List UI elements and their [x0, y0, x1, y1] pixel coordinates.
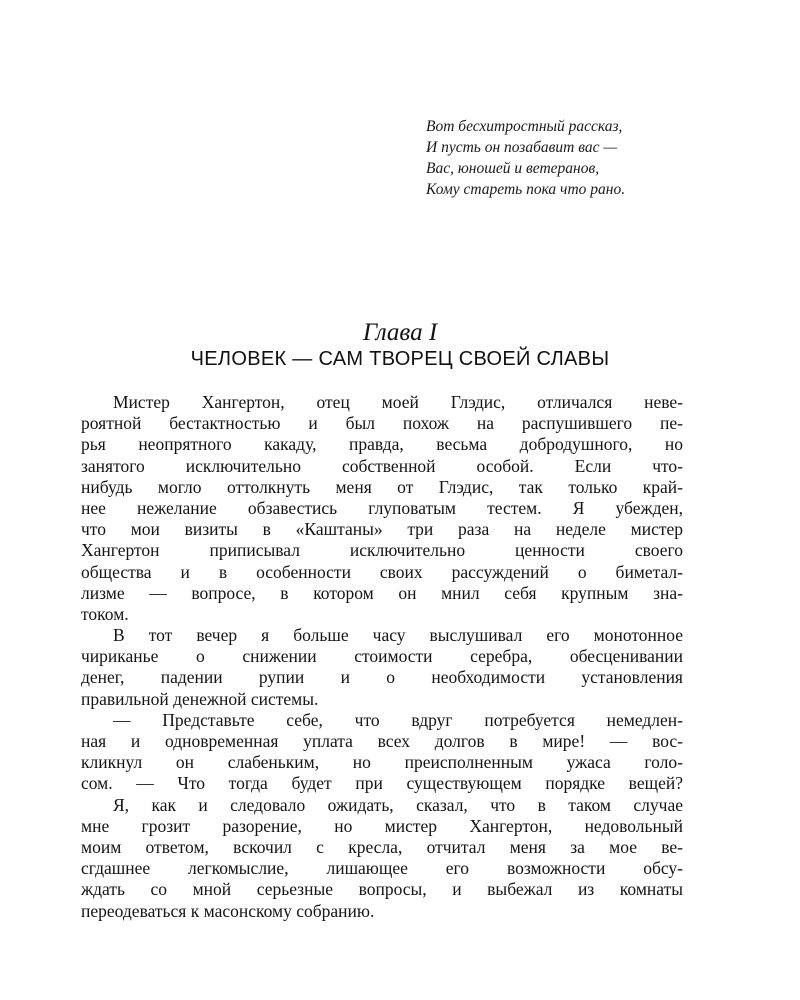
text-line: током.: [81, 603, 129, 624]
text-line: лизме — вопросе, в котором он мнил себя крупным зна-: [81, 582, 683, 603]
text-line: что мои визиты в «Каштаны» три раза на неделе мистер: [81, 519, 683, 540]
chapter-body: [81, 392, 683, 922]
text-line: нибудь могло оттолкнуть меня от Глэдис, так только край-: [81, 476, 683, 497]
text-line: сом. — Что тогда будет при существующем порядке вещей?: [81, 773, 683, 794]
text-line: кликнул он слабеньким, но преисполненным ужаса голо-: [81, 752, 683, 773]
text-line: Мистер Хангертон, отец моей Глэдис, отличался неве-: [113, 392, 683, 412]
paragraph: [81, 795, 683, 922]
text-line: роятной бестактностью и был похож на распушившего пе-: [81, 413, 683, 434]
epigraph-line: И пусть он позабавит вас —: [426, 139, 618, 156]
text-line: — Представьте себе, что вдруг потребуется немедлен-: [113, 709, 683, 730]
text-line: переодеваться к масонскому собранию.: [81, 900, 375, 921]
text-line: мне грозит разорение, но мистер Хангертон, недовольный: [81, 815, 683, 836]
text-line: правильной денежной системы.: [81, 688, 319, 709]
text-line: Хангертон приписывал исключительно ценности своего: [81, 540, 683, 561]
text-line: ная и одновременная уплата всех долгов в мире! — вос-: [81, 731, 683, 751]
epigraph: [426, 116, 756, 200]
text-line: нее нежелание обзавестись глуповатым тестем. Я убежден,: [81, 497, 683, 518]
paragraph: [81, 710, 683, 795]
chapter-title: ЧЕЛОВЕК — САМ ТВОРЕЦ СВОЕЙ СЛАВЫ: [190, 348, 610, 370]
paragraph: [81, 392, 683, 625]
paragraph: [81, 625, 683, 710]
text-line: сгдашнее легкомыслие, лишающее его возможности обсу-: [81, 858, 683, 879]
text-line: рья неопрятного какаду, правда, весьма добродушного, но: [81, 434, 683, 455]
chapter-number: Глава I: [362, 319, 438, 346]
epigraph-line: Вот бесхитростный рассказ,: [426, 118, 623, 135]
text-line: В тот вечер я больше часу выслушивал его монотонное: [113, 625, 683, 646]
epigraph-line: Кому стареть пока что рано.: [426, 181, 626, 198]
text-line: занятого исключительно собственной особой. Если что-: [81, 455, 683, 476]
text-line: Я, как и следовало ожидать, сказал, что в таком случае: [113, 794, 683, 815]
epigraph-line: Вас, юношей и ветеранов,: [426, 160, 600, 177]
text-line: моим ответом, вскочил с кресла, отчитал меня за мое ве-: [81, 836, 683, 857]
text-line: денег, падении рупии и о необходимости установления: [81, 667, 683, 688]
text-line: общества и в особенности своих рассуждений о биметал-: [81, 561, 683, 582]
text-line: ждать со мной серьезные вопросы, и выбежал из комнаты: [81, 879, 683, 900]
text-line: чириканье о снижении стоимости серебра, обесценивании: [81, 646, 683, 667]
